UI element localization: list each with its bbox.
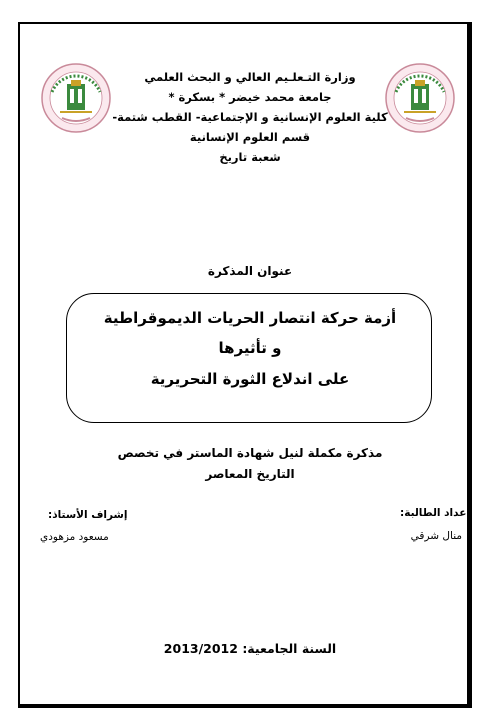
branch-line: شعبة تاريخ — [219, 150, 281, 164]
university-line: جامعة محمد خيضر * بسكرة * — [168, 90, 332, 104]
thesis-title-line2: و تأثيرها — [218, 339, 282, 357]
supervisor-label: إشراف الأستاذ: — [48, 509, 128, 521]
supervisor-name: مسعود مزهودي — [40, 531, 109, 543]
thesis-title-line1: أزمة حركة انتصار الحريات الديموقراطية — [103, 309, 397, 327]
memo-title-label: عنوان المذكرة — [207, 264, 293, 278]
student-name: منال شرقي — [410, 530, 462, 542]
thesis-title-line3: على اندلاع الثورة التحريرية — [150, 370, 350, 388]
academic-year — [0, 641, 500, 656]
ministry-line: وزارة التـعلـيم العالي و البحث العلمي — [144, 70, 356, 84]
academic-year-value: 2013/2012 — [163, 641, 238, 656]
degree-line2: التاريخ المعاصر — [205, 467, 295, 481]
department-line: قسم العلوم الإنسانية — [189, 130, 311, 144]
degree-line1: مذكرة مكملة لنيل شهادة الماستر في تخصص — [117, 446, 383, 460]
faculty-line: كلية العلوم الإنسانية و الإجتماعية- القطب شتمة- — [112, 110, 388, 124]
student-label: إعداد الطالبة: — [400, 507, 470, 519]
academic-year-label: السنة الجامعية: — [242, 641, 337, 656]
